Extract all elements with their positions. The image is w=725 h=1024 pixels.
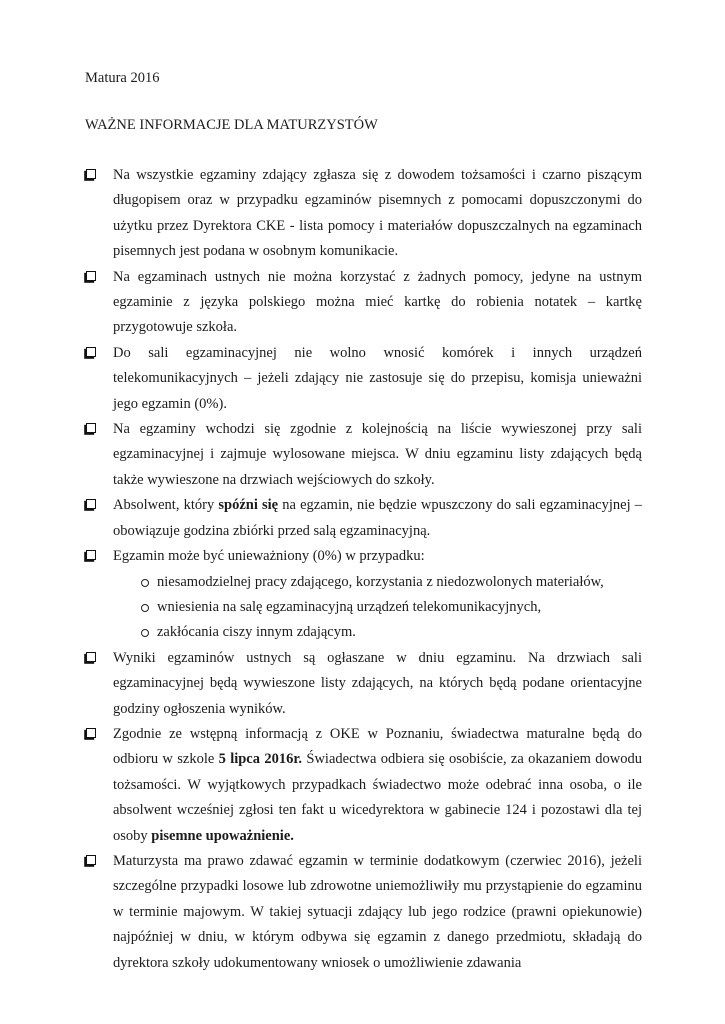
checkbox-bullet-icon	[86, 728, 96, 738]
list-item-text: Maturzysta ma prawo zdawać egzamin w terminie dodatkowym (czerwiec 2016), jeżeli szczególne przypadki losowe lub zdrowotne uniemożliwiły mu przystąpienie do egzaminu w terminie majowym. W takiej sytuacji zdający lub jego rodzice (prawni opiekunowie) najpóźniej w dniu, w którym odbywa się egzamin z danego przedmiotu, składają do dyrektora szkoły udokumentowany wniosek o umożliwienie zdawania	[113, 852, 642, 971]
circle-bullet-icon	[141, 579, 149, 587]
list-item-text: Absolwent, który spóźni się na egzamin, nie będzie wpuszczony do sali egzaminacyjnej – obowiązuje godzina zbiórki przed salą egzaminacyjną.	[113, 497, 643, 539]
document-header: Matura 2016	[85, 70, 160, 86]
checkbox-bullet-icon	[86, 652, 96, 662]
circle-bullet-icon	[141, 629, 149, 637]
list-item	[85, 544, 642, 569]
list-item	[85, 646, 642, 722]
page-title: WAŻNE INFORMACJE DLA MATURZYSTÓW	[85, 117, 378, 133]
list-item-text: Na egzaminach ustnych nie można korzystać z żadnych pomocy, jedyne na ustnym egzaminie z języka polskiego można mieć kartkę do robienia notatek – kartkę przygotowuje szkoła.	[113, 268, 642, 336]
list-item-text: Na wszystkie egzaminy zdający zgłasza się z dowodem tożsamości i czarno piszącym długopisem oraz w przypadku egzaminów pisemnych z pomocami dopuszczonymi do użytku przez Dyrektora CKE - lista pomocy i materiałów dopuszczalnych na egzaminach pisemnych jest podana w osobnym komunikacie.	[113, 167, 642, 260]
checkbox-bullet-icon	[86, 855, 96, 865]
list-item-text: wniesienia na salę egzaminacyjną urządzeń telekomunikacyjnych,	[157, 598, 542, 615]
list-item	[85, 341, 642, 417]
list-item	[85, 849, 642, 976]
list-item-text: Wyniki egzaminów ustnych są ogłaszane w dniu egzaminu. Na drzwiach sali egzaminacyjnej będą wywieszone listy zdających, na których będą podane orientacyjne godziny ogłoszenia wyników.	[113, 649, 642, 717]
list-item-text: niesamodzielnej pracy zdającego, korzystania z niedozwolonych materiałów,	[157, 573, 604, 590]
list-item	[85, 265, 642, 341]
checkbox-bullet-icon	[86, 347, 96, 357]
sub-list-item	[85, 620, 642, 645]
sub-list-item	[85, 595, 642, 620]
list-item-text: Do sali egzaminacyjnej nie wolno wnosić komórek i innych urządzeń telekomunikacyjnych – jeżeli zdający nie zastosuje się do przepisu, komisja unieważni jego egzamin (0%).	[113, 344, 642, 412]
document-content	[85, 65, 642, 976]
list-item	[85, 722, 642, 849]
circle-bullet-icon	[141, 604, 149, 612]
bullet-list	[85, 163, 642, 976]
checkbox-bullet-icon	[86, 271, 96, 281]
checkbox-bullet-icon	[86, 499, 96, 509]
checkbox-bullet-icon	[86, 423, 96, 433]
list-item-text: zakłócania ciszy innym zdającym.	[157, 624, 356, 641]
list-item	[85, 417, 642, 493]
checkbox-bullet-icon	[86, 169, 96, 179]
list-item-text: Egzamin może być unieważniony (0%) w przypadku:	[113, 548, 425, 565]
checkbox-bullet-icon	[86, 550, 96, 560]
sub-list-item	[85, 570, 642, 595]
list-item	[85, 493, 642, 544]
list-item	[85, 163, 642, 265]
list-item-text: Na egzaminy wchodzi się zgodnie z kolejnością na liście wywieszonej przy sali egzaminacyjnej i zajmuje wylosowane miejsca. W dniu egzaminu listy zdających będą także wywieszone na drzwiach wejściowych do szkoły.	[113, 421, 642, 488]
list-item-text: Zgodnie ze wstępną informacją z OKE w Poznaniu, świadectwa maturalne będą do odbioru w szkole 5 lipca 2016r. Świadectwa odbiera się osobiście, za okazaniem dowodu tożsamości. W wyjątkowych przypadkach świadectwo może odebrać inna osoba, o ile absolwent wcześniej zgłosi ten fakt u wicedyrektora w gabinecie 124 i pozostawi dla tej osoby pisemne upoważnienie.	[113, 725, 642, 844]
